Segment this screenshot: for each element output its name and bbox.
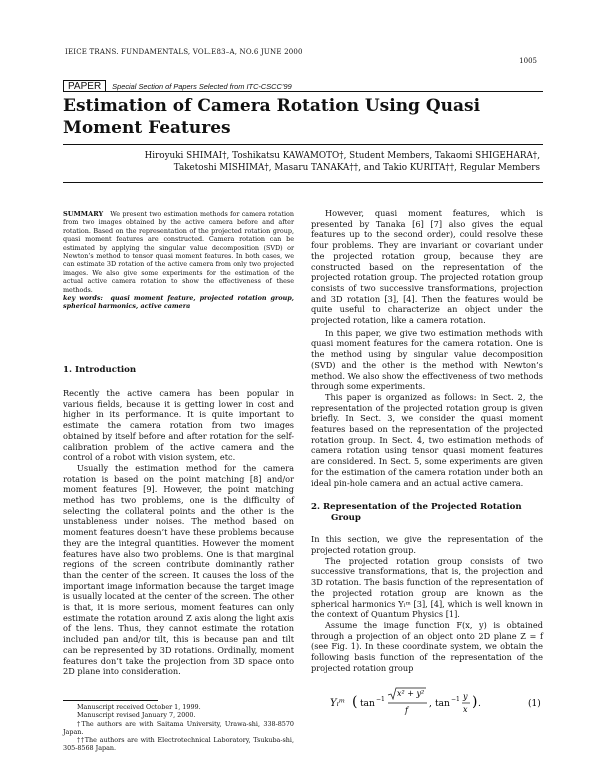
eq-tan1: tan [360, 699, 375, 709]
eq-lhs: Yₗᵐ [330, 698, 346, 709]
eq-num-top: x² + y² [397, 689, 425, 698]
keywords-text: quasi moment feature, projected rotation group, spherical harmonics, active camera [63, 294, 294, 311]
authors-rule [63, 182, 543, 183]
equation-1 [330, 682, 543, 722]
abstract-body [63, 210, 294, 294]
eq-den-f: f [405, 706, 408, 715]
eq-sup2: −1 [451, 696, 460, 703]
revised-date: Manuscript revised January 7, 2000. [77, 711, 196, 720]
footnote-rule [63, 700, 158, 701]
abstract-head: SUMMARY [63, 210, 104, 218]
eq-comma: , [429, 699, 432, 709]
paper-title: Estimation of Camera Rotation Using Quasi Moment Features [63, 96, 481, 138]
section-1-heading: 1. Introduction [63, 365, 137, 375]
abstract-text: We present two estimation methods for camera rotation from two images obtained by the active camera before and after rotation. Based on the representation of the projected rotation group, quasi moment features are constructed. Camera rotation can be estimated by applying the singular value decomposition (SVD) or Newton’s method to tensor quasi moment features. In both cases, we can estimate 3D rotation of the active camera from only two projected images. We also give some experiments for the estimation of the actual active camera rotation to show the effectiveness of these methods. [63, 210, 294, 294]
intro-p2: Usually the estimation method for the camera rotation is based on the point matching [8] and/or moment features [9]. However, the point matching method has two problems, one is the difficulty of selecting the collateral points and the other is the unstableness under noises. The method based on moment features doesn’t have these problems because they are the integral quantities. However the moment features have also two problems. One is that marginal regions of the screen contribute dominantly rather than the center of the screen. It causes the loss of the important image information because the target image is usually located at the center of the screen. The other is that, it is more serious, moment features can only estimate the rotation around Z axis along the light axis of the lens. Thus, they cannot estimate the rotation included pan and/or tilt, this is because pan and tilt can be represented by 3D rotations. Ordinally, moment features don’t take the projection from 3D space onto 2D plane into consideration. [63, 462, 294, 677]
authors-line-2: Taketoshi MISHIMA†, Masaru TANAKA††, and Takio KURITA††, Regular Members [173, 163, 540, 173]
paper-label: PAPER [63, 80, 106, 92]
eq-number: (1) [528, 699, 541, 709]
right-p4: In this section, we give the representation of the projected rotation group. [311, 534, 543, 555]
right-p2: In this paper, we give two estimation methods with quasi moment features for the camera rotation. One is the method using by singular value decomposition (SVD) and the other is the method with Newton’s method. We also show the effectiveness of two methods through some experiments. [311, 327, 543, 392]
footnotes [63, 703, 294, 753]
page-number: 1005 [519, 57, 537, 65]
special-section: Special Section of Papers Selected from ITC-CSCC’99 [112, 82, 292, 91]
authors-line-1: Hiroyuki SHIMAI†, Toshikatsu KAWAMOTO†, Student Members, Takaomi SHIGEHARA†, [144, 151, 540, 161]
section-2-heading-b: Group [331, 513, 361, 524]
right-p3: This paper is organized as follows: in Sect. 2, the representation of the projected rotation group is given briefly. In Sect. 3, we consider the quasi moment features based on the representation of the projected rotation group. In Sect. 4, two estimation methods of camera rotation using tensor quasi moment features are considered. In Sect. 5, some experiments are given for the estimation of the camera rotation under both an ideal pin-hole camera and an actual active camera. [311, 391, 543, 488]
title-rule [63, 144, 543, 145]
footnote-1: †The authors are with Saitama University, Urawa-shi, 338-8570 Japan. [63, 719, 294, 736]
right-p6: Assume the image function F(x, y) is obtained through a projection of an object onto 2D plane Z = f (see Fig. 1). In these coordinate system, we obtain the following basis function of the representation of the projected rotation group [311, 619, 543, 673]
paper-tag [63, 80, 543, 92]
eq-period: . [478, 699, 481, 709]
right-p1: However, quasi moment features, which is presented by Tanaka [6] [7] also gives the equal features up to the second order), could resolve these four problems. They are invariant or covariant under the projected rotation group, because they are constructed based on the representation of the projected rotation group. The projected rotation group consists of two successive transformations, projection and 3D rotation [3], [4]. Then the features would be quite useful to characterize an object under the projected rotation, like a camera rotation. [311, 208, 543, 326]
eq-paren-left: ( [352, 694, 358, 710]
received-date: Manuscript received October 1, 1999. [77, 703, 201, 711]
eq-paren-right: ) [472, 694, 478, 710]
eq-y: y [463, 692, 468, 701]
intro-p1: Recently the active camera has been popular in various fields, because it is getting lower in cost and higher in its performance. It is quite important to estimate the camera rotation from two images obtained by itself before and after rotation for the self-calibration problem of the active camera and the control of a robot with vision system, etc. [63, 388, 294, 463]
eq-tan2: tan [435, 699, 450, 709]
eq-x: x [463, 705, 468, 714]
section-1 [63, 365, 294, 677]
section-2-heading-a: 2. Representation of the Projected Rotation [311, 502, 522, 513]
journal-header: IEICE TRANS. FUNDAMENTALS, VOL.E83–A, NO.6 JUNE 2000 [65, 48, 303, 56]
right-column [311, 208, 543, 673]
authors [70, 150, 540, 174]
eq-sup1: −1 [376, 696, 385, 703]
equation-svg [330, 682, 543, 722]
keywords [63, 294, 294, 310]
right-p5: The projected rotation group consists of two successive transformations, that is, the projection and 3D rotation. The basis function of the representation of the projected rotation group are known as the spherical harmonics Yₗᵐ [3], [4], which is well known in the context of Quantum Physics [1]. [311, 555, 543, 620]
abstract [63, 210, 294, 310]
keywords-head: key words: [63, 294, 103, 303]
footnote-2: ††The authors are with Electrotechnical Laboratory, Tsukuba-shi, 305-8568 Japan. [63, 736, 294, 753]
section-2-heading [311, 502, 543, 524]
